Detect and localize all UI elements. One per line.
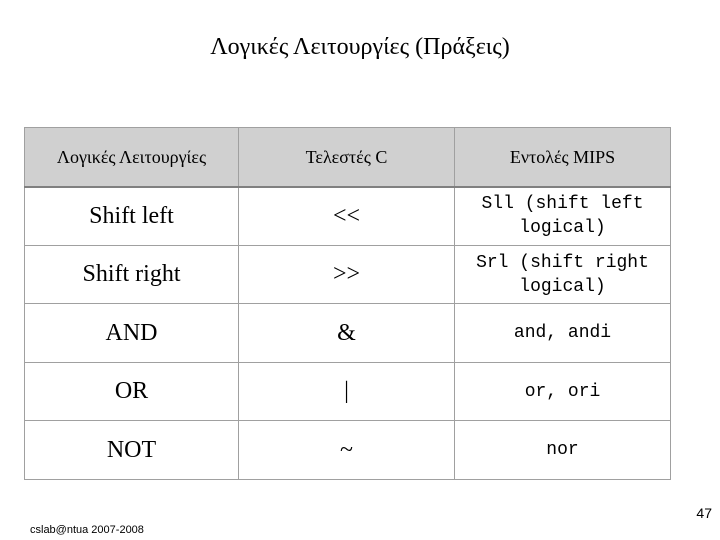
table-row (25, 245, 671, 303)
mips-instruction-cell: nor (455, 421, 671, 480)
operation-cell: Shift left (25, 187, 239, 245)
logic-operations-table (24, 127, 671, 480)
mips-instruction-cell: or, ori (455, 362, 671, 420)
operation-cell: AND (25, 304, 239, 362)
c-operator-cell: ~ (239, 421, 455, 480)
slide-title: Λογικές Λειτουργίες (Πράξεις) (210, 34, 510, 60)
operation-cell: OR (25, 362, 239, 420)
table-row (25, 421, 671, 480)
mips-instruction-cell: and, andi (455, 304, 671, 362)
table-row (25, 362, 671, 420)
header-mips-instructions: Εντολές MIPS (455, 128, 671, 188)
operation-cell: NOT (25, 421, 239, 480)
logic-operations-table-container (24, 127, 670, 480)
table-row (25, 187, 671, 245)
c-operator-cell: & (239, 304, 455, 362)
c-operator-cell: >> (239, 245, 455, 303)
header-c-operators: Τελεστές C (239, 128, 455, 188)
header-logical-operations: Λογικές Λειτουργίες (25, 128, 239, 188)
operation-cell: Shift right (25, 245, 239, 303)
mips-instruction-cell: Srl (shift right logical) (455, 245, 671, 303)
mips-instruction-cell: Sll (shift left logical) (455, 187, 671, 245)
c-operator-cell: | (239, 362, 455, 420)
page-number: 47 (696, 505, 712, 521)
table-row (25, 304, 671, 362)
footer-credit: cslab@ntua 2007-2008 (30, 524, 144, 536)
c-operator-cell: << (239, 187, 455, 245)
table-header-row (25, 128, 671, 188)
